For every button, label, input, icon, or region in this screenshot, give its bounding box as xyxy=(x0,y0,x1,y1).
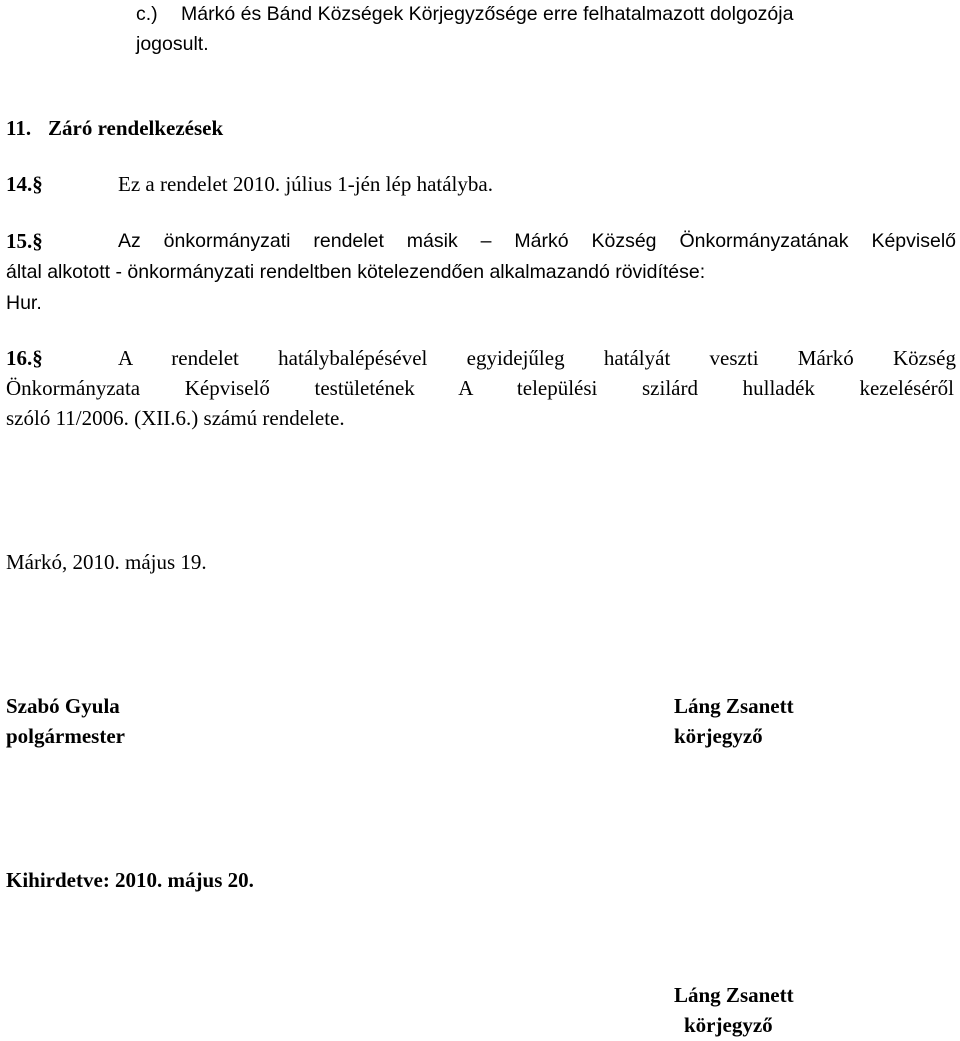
signature-right-name: Láng Zsanett xyxy=(674,694,794,718)
para16-section-sign: § xyxy=(32,346,43,370)
para16-line2: Önkormányzata Képviselő testületének A települési szilárd hulladék kezeléséről xyxy=(6,376,954,400)
para14-section-sign: § xyxy=(32,172,43,196)
signature-right-title: körjegyző xyxy=(674,724,763,748)
section-title: Záró rendelkezések xyxy=(48,116,224,140)
para15-line2: által alkotott - önkormányzati rendeltben kötelezendően alkalmazandó rövidítése: xyxy=(6,261,706,283)
signature-left-title: polgármester xyxy=(6,724,125,748)
para15-line1: Az önkormányzati rendelet másik – Márkó Község Önkormányzatának Képviselő xyxy=(118,230,956,252)
para16-number: 16.§ xyxy=(6,346,43,370)
date-place: Márkó, 2010. május 19. xyxy=(6,550,207,574)
item-c-line2: jogosult. xyxy=(136,33,209,55)
para14-text: Ez a rendelet 2010. július 1-jén lép hatályba. xyxy=(118,172,493,196)
item-c-line1: Márkó és Bánd Községek Körjegyzősége erre felhatalmazott dolgozója xyxy=(181,3,794,25)
para16-line3: szóló 11/2006. (XII.6.) számú rendelete. xyxy=(6,406,345,430)
final-signature-title: körjegyző xyxy=(684,1013,773,1037)
item-c-label: c.) xyxy=(136,3,158,25)
final-signature-name: Láng Zsanett xyxy=(674,983,794,1007)
para15-number: 15.§ xyxy=(6,229,43,253)
section-number: 11. xyxy=(6,116,32,140)
para15-line3: Hur. xyxy=(6,292,42,314)
announcement: Kihirdetve: 2010. május 20. xyxy=(6,868,254,892)
para16-line1: A rendelet hatálybalépésével egyidejűleg hatályát veszti Márkó Község xyxy=(118,346,956,370)
signature-left-name: Szabó Gyula xyxy=(6,694,120,718)
para15-section-sign: § xyxy=(32,229,43,253)
para14-number: 14.§ xyxy=(6,172,43,196)
